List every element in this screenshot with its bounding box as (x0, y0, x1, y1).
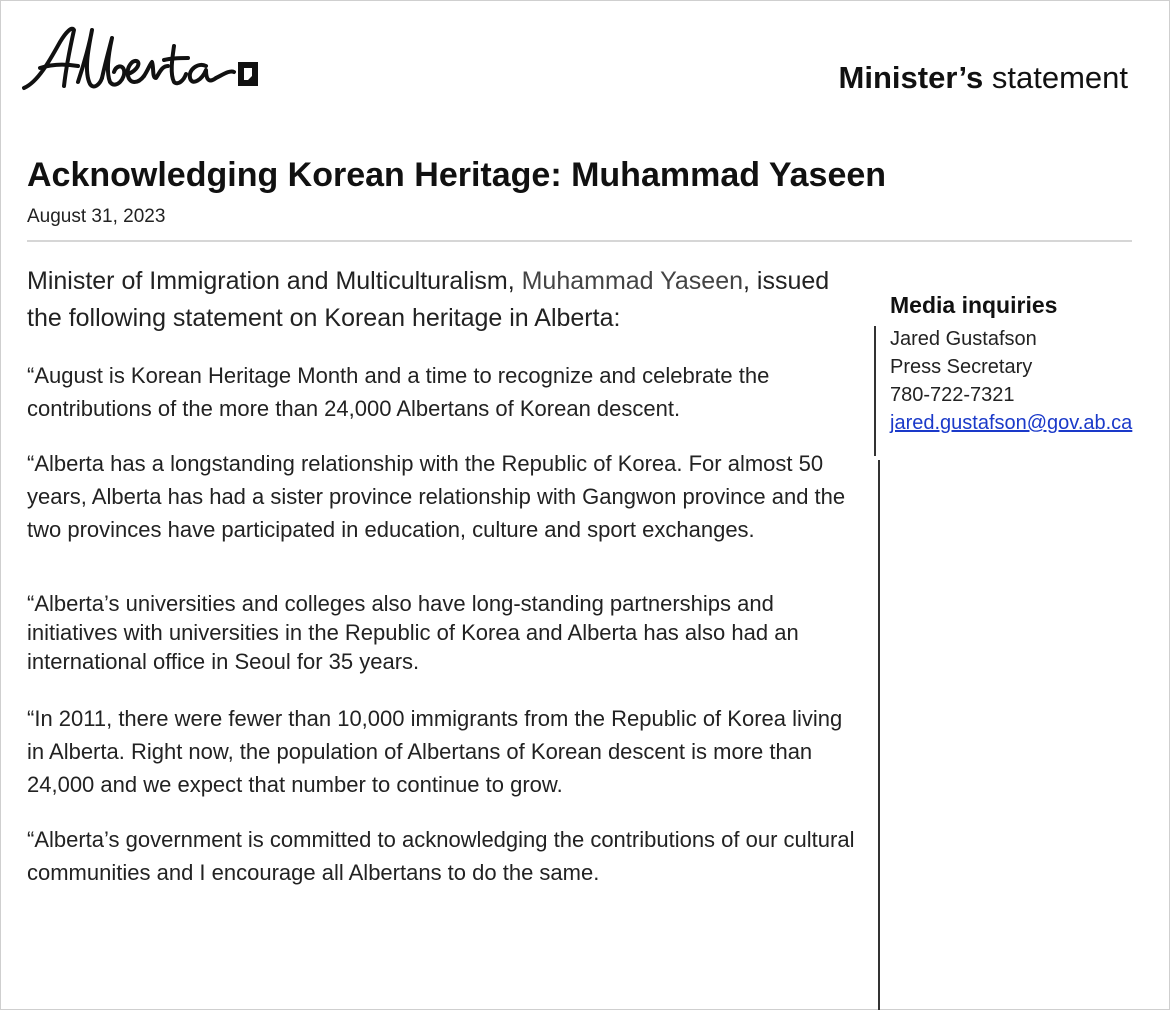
sidebar-divider-lower (878, 460, 880, 1010)
contact-email-link[interactable]: jared.gustafson@gov.ab.ca (890, 412, 1133, 434)
page-title: Acknowledging Korean Heritage: Muhammad Yaseen (27, 156, 887, 194)
statement-paragraph-4: “In 2011, there were fewer than 10,000 immigrants from the Republic of Korea living in Alberta. Right now, the population of Albertans of Korean descent is more than 24,000 and we expect that number to continue to grow. (27, 706, 843, 797)
contact-name: Jared Gustafson (890, 328, 1037, 350)
lead-prefix: Minister of Immigration and Multiculturalism, (27, 267, 522, 295)
publish-date: August 31, 2023 (27, 206, 166, 227)
media-inquiries-panel (890, 292, 1160, 437)
document-type-bold: Minister’s (838, 60, 984, 95)
sidebar-divider-upper (874, 326, 876, 456)
alberta-logo (20, 20, 280, 98)
document-type-rest: statement (983, 60, 1128, 95)
document-type (839, 60, 1128, 96)
contact-role: Press Secretary (890, 356, 1033, 378)
statement-paragraph-5: “Alberta’s government is committed to acknowledging the contributions of our cultural communities and I encourage all Albertans to do the same. (27, 827, 855, 885)
header-divider (27, 240, 1132, 242)
statement-body (27, 263, 857, 911)
contact-phone: 780-722-7321 (890, 384, 1015, 406)
lead-suffix: , issued the following statement on Korean heritage in Alberta: (27, 267, 830, 332)
statement-paragraph-3: “Alberta’s universities and colleges also have long-standing partnerships and initiatives with universities in the Republic of Korea and Alberta has also had an international office in Seoul for 35 years. (27, 591, 799, 674)
statement-paragraph-2: “Alberta has a longstanding relationship with the Republic of Korea. For almost 50 years, Alberta has had a sister province relationship with Gangwon province and the two provinces have participated in education, culture and sport exchanges. (27, 451, 846, 542)
statement-paragraph-1: “August is Korean Heritage Month and a time to recognize and celebrate the contributions of the more than 24,000 Albertans of Korean descent. (27, 363, 770, 421)
media-inquiries-heading: Media inquiries (890, 292, 1058, 318)
lead-paragraph (27, 263, 857, 337)
minister-name: Muhammad Yaseen (521, 267, 744, 295)
